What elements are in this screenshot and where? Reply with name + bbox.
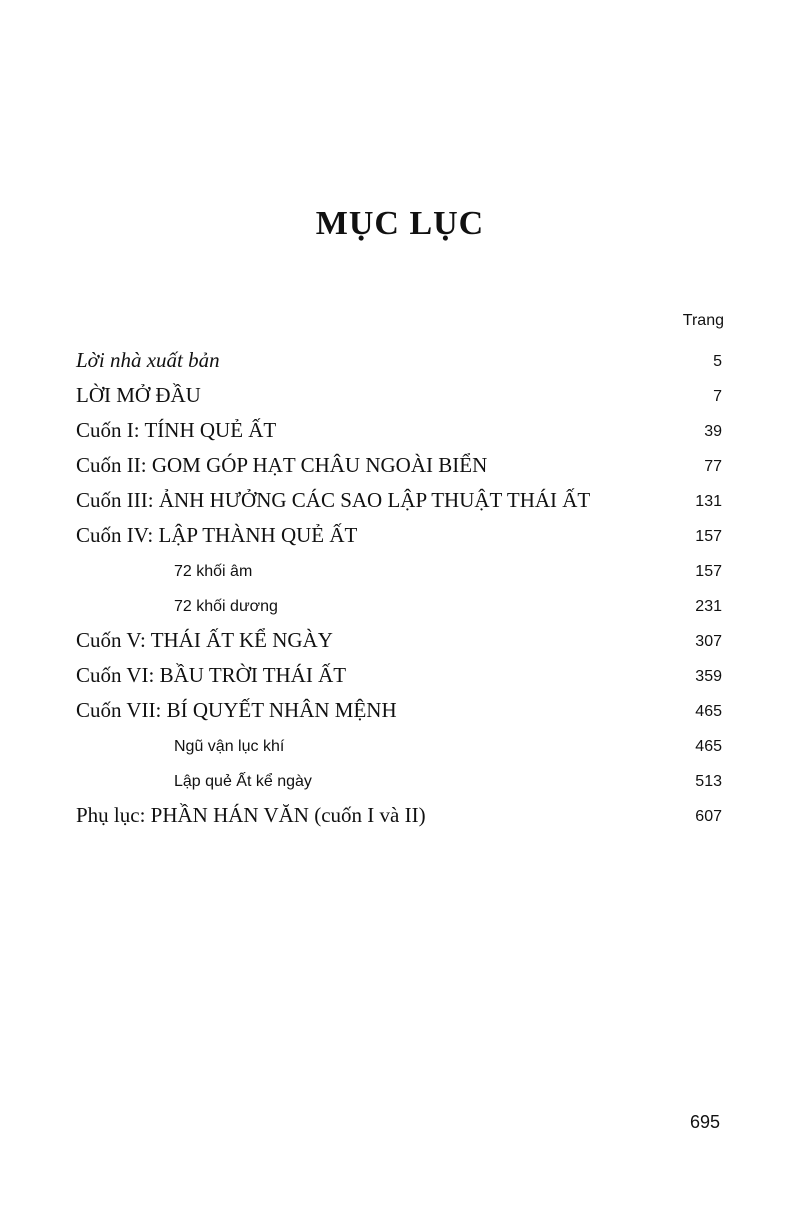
toc-entry — [76, 695, 722, 730]
toc-entry-label: Cuốn III: ẢNH HƯỞNG CÁC SAO LẬP THUẬT THÁI ẤT — [76, 488, 591, 512]
toc-entry-page: 77 — [704, 458, 722, 475]
toc-entry-page: 607 — [695, 808, 722, 825]
toc-entry — [76, 520, 722, 555]
toc-entry-label: Phụ lục: PHẦN HÁN VĂN (cuốn I và II) — [76, 803, 426, 827]
toc-subentry — [76, 590, 722, 625]
toc-entry-page: 7 — [713, 388, 722, 405]
toc-subentry — [76, 555, 722, 590]
toc-subentry-label: Ngũ vận lục khí — [174, 738, 285, 755]
toc-entry — [76, 345, 722, 380]
toc-entry-page: 157 — [695, 563, 722, 580]
toc-entry-label: Cuốn IV: LẬP THÀNH QUẺ ẤT — [76, 523, 358, 547]
toc-subentry-label: 72 khối âm — [174, 563, 253, 580]
page-column-header: Trang — [682, 312, 724, 329]
toc-subentry — [76, 730, 722, 765]
toc-entry-label: Lời nhà xuất bản — [76, 348, 220, 372]
page-title: MỤC LỤC — [315, 205, 485, 242]
toc-entry — [76, 625, 722, 660]
toc-subentry — [76, 765, 722, 800]
toc-entry-page: 157 — [695, 528, 722, 545]
toc-entry-page: 513 — [695, 773, 722, 790]
toc-entry-page: 131 — [695, 493, 722, 510]
toc-entry-label: LỜI MỞ ĐẦU — [76, 383, 201, 407]
toc-entry-label: Cuốn V: THÁI ẤT KỂ NGÀY — [76, 628, 333, 652]
toc-entry-label: Cuốn I: TÍNH QUẺ ẤT — [76, 418, 277, 442]
toc-entry — [76, 380, 722, 415]
toc-entry-page: 359 — [695, 668, 722, 685]
toc-entry — [76, 450, 722, 485]
toc-entry-label: Cuốn VI: BẦU TRỜI THÁI ẤT — [76, 663, 347, 687]
toc-entry-page: 231 — [695, 598, 722, 615]
toc-entry — [76, 415, 722, 450]
toc-subentry-label: 72 khối dương — [174, 598, 278, 615]
toc-entry-page: 465 — [695, 738, 722, 755]
toc-entry-label: Cuốn VII: BÍ QUYẾT NHÂN MỆNH — [76, 698, 397, 722]
toc-entry-page: 5 — [713, 353, 722, 370]
toc-entry — [76, 485, 722, 520]
toc-entry-label: Cuốn II: GOM GÓP HẠT CHÂU NGOÀI BIỂN — [76, 453, 488, 477]
toc-entry-page: 465 — [695, 703, 722, 720]
toc-subentry-label: Lập quẻ Ất kể ngày — [174, 773, 312, 790]
toc-entry — [76, 660, 722, 695]
toc-entry-page: 39 — [704, 423, 722, 440]
toc-entry — [76, 800, 722, 835]
page-number: 695 — [689, 1112, 720, 1132]
table-of-contents — [76, 345, 722, 835]
toc-entry-page: 307 — [695, 633, 722, 650]
